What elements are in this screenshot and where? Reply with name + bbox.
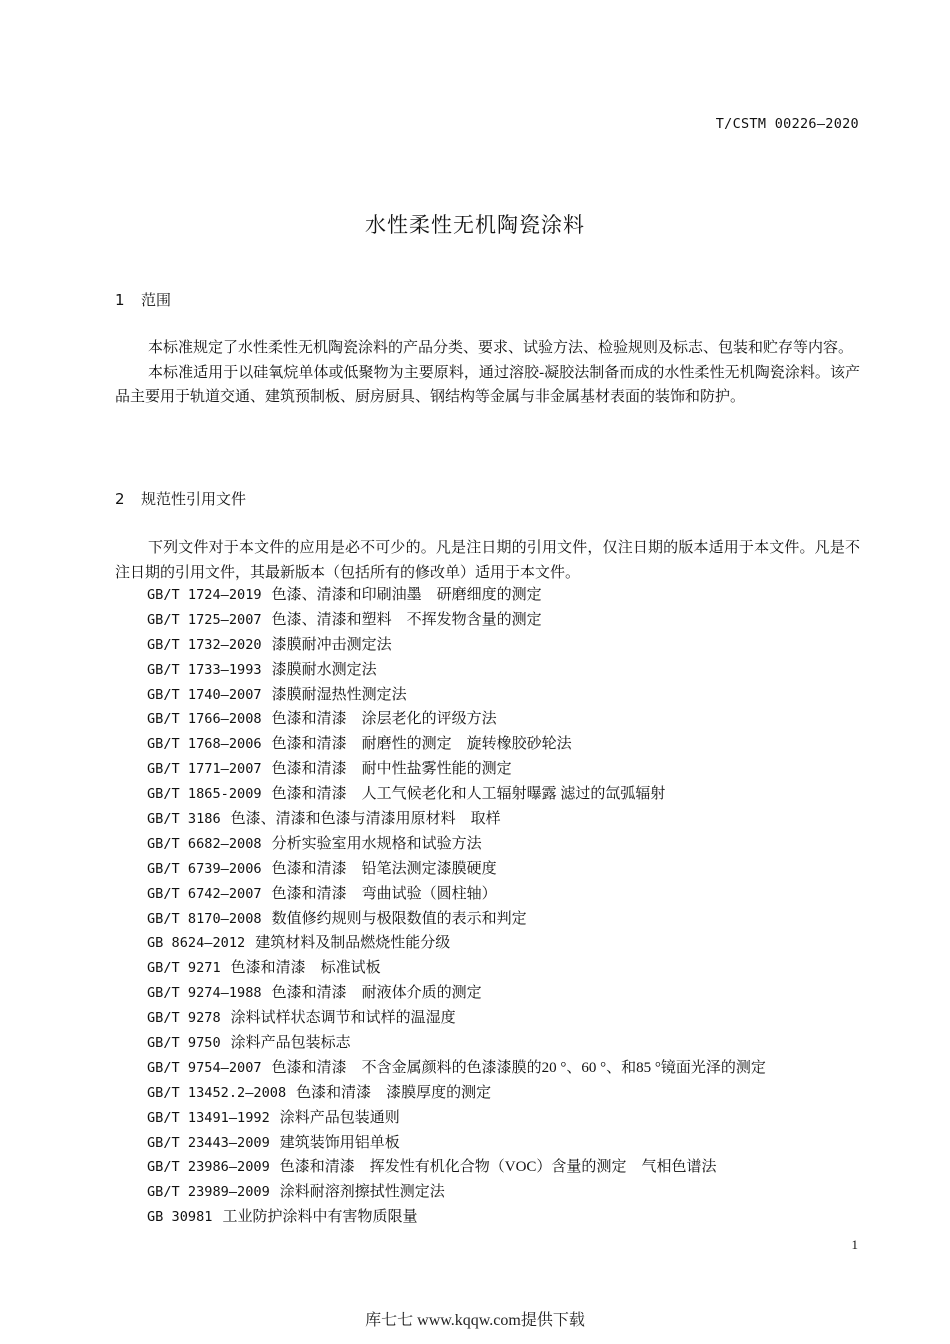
reference-code: GB/T 1768—2006: [147, 736, 262, 753]
reference-title: 色漆和清漆 挥发性有机化合物（VOC）含量的测定 气相色谱法: [279, 1159, 717, 1176]
reference-code: GB/T 1733—1993: [147, 661, 262, 678]
reference-title: 涂料耐溶剂擦拭性测定法: [279, 1184, 445, 1201]
reference-item: [147, 757, 862, 782]
reference-code: GB/T 9278: [147, 1010, 221, 1027]
references-intro-text: [115, 536, 860, 585]
reference-item: [147, 658, 862, 683]
reference-code: GB/T 9274—1988: [147, 985, 262, 1002]
reference-title: 色漆和清漆 耐液体介质的测定: [271, 985, 482, 1002]
reference-title: 色漆、清漆和印刷油墨 研磨细度的测定: [271, 587, 542, 603]
reference-item: [147, 1081, 862, 1106]
reference-code: GB/T 23989—2009: [147, 1184, 270, 1201]
reference-title: 漆膜耐湿热性测定法: [271, 686, 407, 703]
reference-title: 色漆和清漆 标准试板: [230, 960, 381, 977]
reference-title: 色漆和清漆 涂层老化的评级方法: [271, 711, 497, 728]
reference-item: [147, 956, 862, 981]
reference-item: [147, 1031, 862, 1056]
page-number: 1: [851, 1237, 858, 1252]
reference-title: 色漆和清漆 耐中性盐雾性能的测定: [271, 761, 512, 778]
reference-item: [147, 1180, 862, 1205]
reference-item: [147, 1056, 862, 1081]
reference-code: GB/T 13491—1992: [147, 1109, 270, 1126]
reference-code: GB/T 1865-2009: [147, 786, 262, 803]
reference-item: [147, 1106, 862, 1131]
scope-paragraph: 本标准规定了水性柔性无机陶瓷涂料的产品分类、要求、试验方法、检验规则及标志、包装和贮存等内容。: [148, 340, 854, 356]
references-intro: 下列文件对于本文件的应用是必不可少的。凡是注日期的引用文件，仅注日期的版本适用于本文件。凡是不注日期的引用文件，其最新版本（包括所有的修改单）适用于本文件。: [115, 540, 860, 581]
reference-title: 分析实验室用水规格和试验方法: [271, 835, 482, 852]
section-number: 2: [115, 490, 125, 508]
reference-code: GB/T 6739—2006: [147, 860, 262, 877]
reference-code: GB/T 1740—2007: [147, 686, 262, 703]
section-2-heading: [115, 488, 246, 509]
reference-item: [147, 832, 862, 857]
reference-item: [147, 633, 862, 658]
reference-title: 工业防护涂料中有害物质限量: [222, 1209, 418, 1226]
section-title: 规范性引用文件: [141, 490, 247, 508]
reference-title: 建筑装饰用铝单板: [279, 1134, 400, 1151]
section-title: 范围: [141, 291, 172, 309]
reference-title: 色漆和清漆 漆膜厚度的测定: [296, 1084, 492, 1101]
reference-code: GB/T 9754—2007: [147, 1059, 262, 1076]
reference-code: GB/T 13452.2—2008: [147, 1084, 287, 1101]
reference-title: 涂料试样状态调节和试样的温湿度: [230, 1010, 456, 1027]
reference-code: GB/T 8170—2008: [147, 910, 262, 927]
reference-title: 涂料产品包装通则: [279, 1109, 400, 1126]
reference-title: 色漆和清漆 不含金属颜料的色漆漆膜的20 °、60 °、和85 °镜面光泽的测定: [271, 1059, 766, 1076]
reference-code: GB/T 1766—2008: [147, 711, 262, 728]
reference-item: [147, 807, 862, 832]
reference-item: [147, 931, 862, 956]
reference-title: 建筑材料及制品燃烧性能分级: [255, 935, 451, 952]
scope-paragraph: 本标准适用于以硅氧烷单体或低聚物为主要原料，通过溶胶-凝胶法制备而成的水性柔性无机陶瓷涂料。该产品主要用于轨道交通、建筑预制板、厨房厨具、钢结构等金属与非金属基材表面的装饰和防护。: [115, 364, 860, 406]
reference-title: 色漆和清漆 耐磨性的测定 旋转橡胶砂轮法: [271, 736, 572, 753]
reference-item: [147, 857, 862, 882]
reference-code: GB/T 9271: [147, 960, 221, 977]
reference-code: GB/T 6682—2008: [147, 835, 262, 852]
reference-code: GB/T 1724—2019: [147, 587, 262, 603]
reference-item: [147, 981, 862, 1006]
reference-code: GB/T 1725—2007: [147, 611, 262, 628]
standard-code: T/CSTM 00226—2020: [715, 116, 859, 132]
reference-title: 色漆和清漆 人工气候老化和人工辐射曝露 滤过的氙弧辐射: [271, 786, 666, 803]
scope-text: [115, 336, 860, 410]
reference-item: [147, 608, 862, 633]
section-1-heading: [115, 289, 171, 310]
reference-code: GB/T 9750: [147, 1035, 221, 1052]
document-title: 水性柔性无机陶瓷涂料: [365, 213, 585, 237]
reference-title: 漆膜耐水测定法: [271, 661, 377, 678]
section-number: 1: [115, 291, 125, 309]
reference-item: [147, 1006, 862, 1031]
reference-item: [147, 1131, 862, 1156]
reference-title: 漆膜耐冲击测定法: [271, 636, 392, 653]
reference-title: 色漆和清漆 弯曲试验（圆柱轴）: [271, 885, 497, 902]
reference-code: GB/T 1732—2020: [147, 636, 262, 653]
reference-item: [147, 882, 862, 907]
reference-title: 数值修约规则与极限数值的表示和判定: [271, 910, 527, 927]
reference-code: GB 30981: [147, 1209, 213, 1226]
reference-item: [147, 1205, 862, 1230]
reference-item: [147, 707, 862, 732]
reference-code: GB/T 6742—2007: [147, 885, 262, 902]
reference-list: [147, 583, 862, 1230]
reference-code: GB 8624—2012: [147, 935, 246, 952]
reference-item: [147, 782, 862, 807]
reference-code: GB/T 23986—2009: [147, 1159, 270, 1176]
reference-code: GB/T 3186: [147, 811, 221, 828]
reference-item: [147, 907, 862, 932]
reference-item: [147, 683, 862, 708]
download-watermark: 库七七 www.kqqw.com提供下载: [365, 1312, 585, 1329]
reference-item: [147, 732, 862, 757]
reference-title: 色漆、清漆和塑料 不挥发物含量的测定: [271, 611, 542, 628]
reference-code: GB/T 1771—2007: [147, 761, 262, 778]
reference-title: 色漆和清漆 铅笔法测定漆膜硬度: [271, 860, 497, 877]
reference-title: 涂料产品包装标志: [230, 1035, 351, 1052]
reference-item: [147, 1155, 862, 1180]
reference-code: GB/T 23443—2009: [147, 1134, 270, 1151]
reference-title: 色漆、清漆和色漆与清漆用原材料 取样: [230, 811, 501, 828]
reference-item: [147, 583, 862, 608]
